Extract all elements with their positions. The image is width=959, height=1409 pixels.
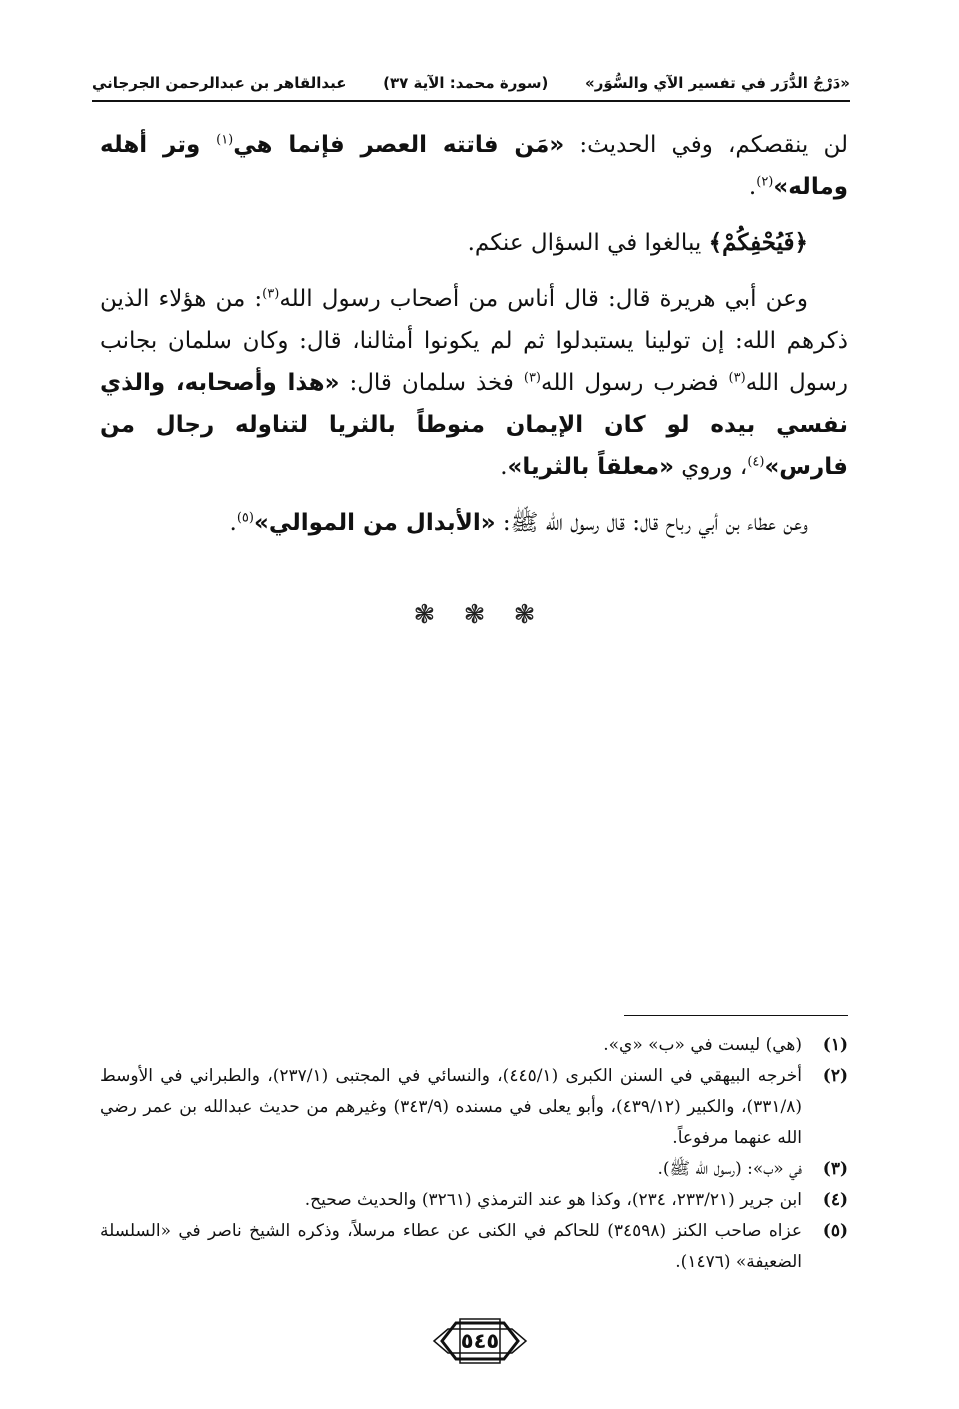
footnotes	[100, 1030, 848, 1278]
footnote-item	[100, 1185, 848, 1216]
page-number-emblem	[430, 1318, 530, 1364]
section-separator-ornament: ❃ ❃ ❃	[413, 600, 546, 630]
hadith-quote: «مَن فاتته العصر فإنما هي	[233, 132, 565, 158]
footnote-number: (٣)	[822, 1159, 848, 1179]
page-number: ٥٤٥	[460, 1329, 500, 1353]
footnote-text: أخرجه البيهقي في السنن الكبرى (٤٤٥/١)، والنسائي في المجتبى (٢٣٧/١)، والطبراني في الأوسط (٣٣١/٨)، والكبير (٤٣٩/١٢)، وأبو يعلى في مسنده (٣٤٣/٩) وغيرهم من حديث عبدالله بن عمر رضي الله عنهما مرفوعاً.	[100, 1066, 802, 1148]
footnote-item	[100, 1154, 848, 1185]
paragraph-4	[100, 502, 848, 544]
hadith-quote-cont: وتر أهله وماله»	[100, 132, 848, 200]
book-title: «دَرْجُ الدُّرَر في تفسير الآي والسُّوَر»	[585, 74, 850, 92]
author-name: عبدالقاهر بن عبدالرحمن الجرجاني	[92, 74, 347, 92]
paragraph-3	[100, 278, 848, 488]
footnote-number: (٥)	[822, 1221, 848, 1241]
footnote-ref-1[interactable]: (١)	[216, 132, 234, 148]
text-run: وعن أبي هريرة قال: قال أناس من أصحاب رسول الله	[279, 286, 808, 312]
hadith-quote: «هذا وأصحابه، والذي نفسي بيده لو كان الإيمان منوطاً بالثريا لتناوله رجال من فارس»	[100, 370, 848, 480]
text-run: .	[500, 454, 508, 480]
surah-reference: (سورة محمد: الآية ٣٧)	[383, 74, 549, 92]
text-run: وعن عطاء بن أبي رباح قال: قال رسول الله ﷺ:	[495, 510, 808, 536]
text-run: .	[229, 510, 237, 536]
text-run: يبالغوا في السؤال عنكم.	[467, 230, 709, 256]
footnote-text: عزاه صاحب الكنز (٣٤٥٩٨) للحاكم في الكنى عن عطاء مرسلاً، وذكره الشيخ ناصر في «السلسلة الضعيفة» (١٤٧٦).	[100, 1221, 802, 1272]
footnote-ref-3[interactable]: (٣)	[262, 286, 280, 302]
footnote-rule	[624, 1015, 848, 1016]
text-run: .	[748, 174, 757, 200]
footnote-item	[100, 1216, 848, 1278]
footnote-ref-3[interactable]: (٣)	[523, 370, 541, 386]
footnote-text: (هي) ليست في «ب» «ي».	[603, 1035, 802, 1055]
text-run: ، وروي	[673, 454, 748, 480]
text-run: لن ينقصكم، وفي الحديث:	[564, 132, 848, 158]
footnote-item	[100, 1030, 848, 1061]
text-run: فضرب رسول الله	[541, 370, 729, 396]
header-rule	[92, 100, 850, 102]
footnote-text: ابن جرير (٢٣٣/٢١، ٢٣٤)، وكذا هو عند الترمذي (٣٢٦١) والحديث صحيح.	[304, 1190, 802, 1210]
footnote-item	[100, 1061, 848, 1154]
main-text	[100, 124, 848, 558]
footnote-number: (٢)	[822, 1066, 848, 1086]
quran-word: ﴿فَيُحْفِكُمْ﴾	[708, 229, 808, 256]
footnote-number: (١)	[822, 1035, 848, 1055]
footnote-number: (٤)	[822, 1190, 848, 1210]
hadith-quote: «الأبدال من الموالي»	[253, 510, 496, 536]
paragraph-2	[100, 222, 848, 264]
footnote-ref-3[interactable]: (٣)	[728, 370, 746, 386]
footnote-ref-5[interactable]: (٥)	[236, 510, 254, 526]
paragraph-1	[100, 124, 848, 208]
hadith-variant: «معلقاً بالثريا»	[507, 454, 674, 480]
text-run: : من هؤلاء الذين ذكرهم الله: إن تولينا يستبدلوا ثم لم يكونوا أمثالنا، قال: وكان سلمان بجانب رسول الله	[100, 286, 848, 396]
footnote-text: في «ب»: (رسول الله ﷺ).	[657, 1159, 802, 1179]
footnote-ref-4[interactable]: (٤)	[747, 454, 765, 470]
text-run: فخذ سلمان قال:	[339, 370, 524, 396]
running-header	[92, 66, 850, 100]
footnote-ref-2[interactable]: (٢)	[756, 174, 774, 190]
